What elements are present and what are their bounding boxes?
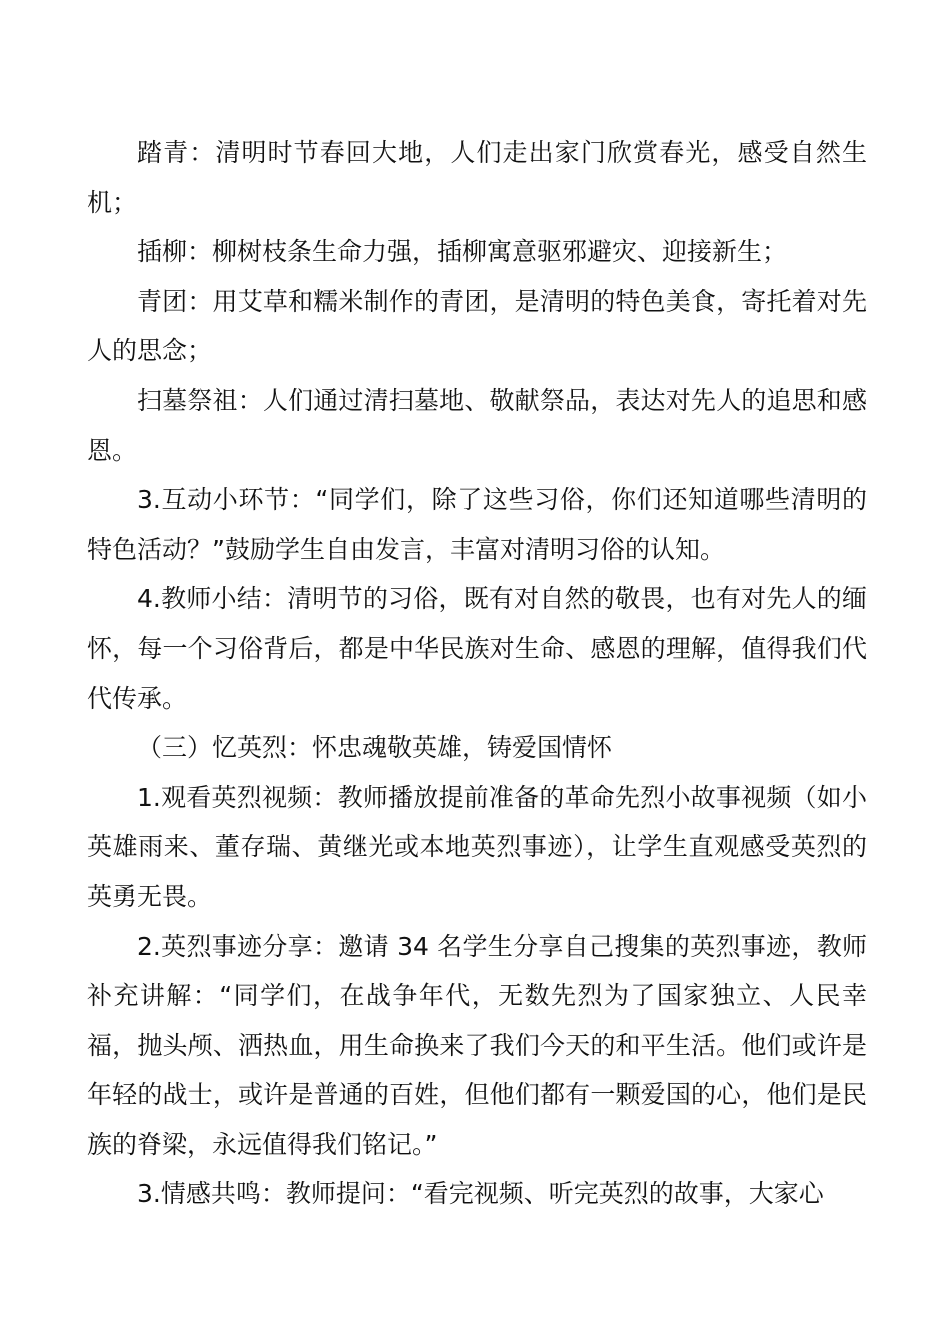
paragraph-chaliu: 插柳：柳树枝条生命力强，插柳寓意驱邪避灾、迎接新生；: [137, 237, 788, 267]
paragraph-qingtuan: 青团：用艾草和糯米制作的青团，是清明的特色美食，寄托着对先人的思念；: [87, 286, 867, 366]
paragraph-interaction: 3.互动小环节：“同学们，除了这些习俗，你们还知道哪些清明的特色活动？”鼓励学生自由发言，丰富对清明习俗的认知。: [87, 485, 867, 564]
paragraph-taqing: 踏青：清明时节春回大地，人们走出家门欣赏春光，感受自然生机；: [87, 138, 867, 217]
document-body: [87, 128, 867, 1219]
paragraph-emotional-resonance: 3.情感共鸣：教师提问：“看完视频、听完英烈的故事，大家心: [137, 1179, 824, 1209]
section-heading: （三）忆英烈：怀忠魂敬英雄，铸爱国情怀: [137, 733, 613, 763]
paragraph-saomu: 扫墓祭祖：人们通过清扫墓地、敬献祭品，表达对先人的追思和感恩。: [87, 385, 867, 465]
paragraph-story-sharing: 2.英烈事迹分享：邀请 34 名学生分享自己搜集的英烈事迹，教师补充讲解：“同学们，在战争年代，无数先烈为了国家独立、人民幸福，抛头颅、洒热血，用生命换来了我们今天的和平生活。他们或许是年轻的战士，或许是普通的百姓，但他们都有一颗爱国的心，他们是民族的脊梁，永远值得我们铭记。”: [87, 931, 867, 1159]
paragraph-teacher-summary: 4.教师小结：清明节的习俗，既有对自然的敬畏，也有对先人的缅怀，每一个习俗背后，都是中华民族对生命、感恩的理解，值得我们代代传承。: [87, 584, 867, 713]
paragraph-watch-video: 1.观看英烈视频：教师播放提前准备的革命先烈小故事视频（如小英雄雨来、董存瑞、黄继光或本地英烈事迹），让学生直观感受英烈的英勇无畏。: [87, 782, 867, 911]
